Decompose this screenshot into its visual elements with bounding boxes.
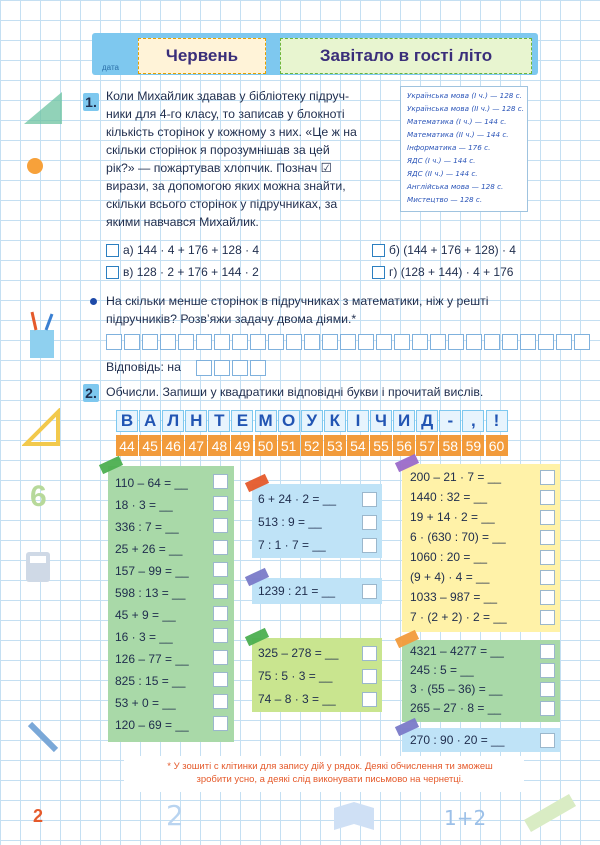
expression: 598 : 13 = __ xyxy=(115,586,186,600)
note-line: Англійська мова — 128 с. xyxy=(407,182,504,191)
letter-cell: К xyxy=(324,410,346,432)
number-doodle-icon xyxy=(160,795,220,835)
number-cell: 60 xyxy=(486,435,508,456)
number-cell: 50 xyxy=(255,435,277,456)
numbers-row xyxy=(116,435,509,456)
note-line: Інформатика — 176 с. xyxy=(407,143,491,152)
svg-text:1+2: 1+2 xyxy=(444,806,487,830)
number-cell: 53 xyxy=(324,435,346,456)
set-square-icon xyxy=(22,88,66,128)
answer-square[interactable] xyxy=(540,701,555,716)
expression: 513 : 9 = __ xyxy=(258,515,322,529)
expression: 825 : 15 = __ xyxy=(115,674,186,688)
footer-note-line: зробити усно, а деякі слід виконувати письмово на чернетці. xyxy=(196,774,464,785)
note-line: Мистецтво — 128 с. xyxy=(407,195,483,204)
letter-cell: Е xyxy=(231,410,253,432)
letter-cell: - xyxy=(439,410,461,432)
formula-doodle-icon xyxy=(440,795,490,835)
expression: 6 + 24 · 2 = __ xyxy=(258,492,337,506)
answer-square[interactable] xyxy=(540,470,555,485)
answer-cells[interactable] xyxy=(196,360,268,376)
answer-square[interactable] xyxy=(540,590,555,605)
tape-decor xyxy=(245,628,269,646)
task-number-1: 1. xyxy=(83,93,99,111)
month-title: Червень xyxy=(138,38,266,74)
expression: 19 + 14 · 2 = __ xyxy=(410,510,495,524)
answer-square[interactable] xyxy=(540,733,555,748)
date-label: дата xyxy=(102,63,119,72)
letter-cell: І xyxy=(347,410,369,432)
number-cell: 46 xyxy=(162,435,184,456)
note-line: ЯДС (І ч.) — 144 с. xyxy=(407,156,476,165)
calculator-icon xyxy=(24,550,54,584)
expression: 325 – 278 = __ xyxy=(258,646,339,660)
note-line: Українська мова (ІІ ч.) — 128 с. xyxy=(407,104,525,113)
task1-line: вирази, за допомогою яких можна знайти, xyxy=(106,179,346,193)
pencil-cup-icon xyxy=(22,310,62,360)
answer-square[interactable] xyxy=(362,692,377,707)
expression: 110 – 64 = __ xyxy=(115,476,188,490)
number-cell: 54 xyxy=(347,435,369,456)
letter-cell: Д xyxy=(416,410,438,432)
answer-squares-green[interactable] xyxy=(210,470,234,740)
topic-title: Завітало в гості літо xyxy=(280,38,532,74)
pen-icon xyxy=(26,720,60,754)
panel-single-mid xyxy=(252,578,382,604)
letter-cell: Н xyxy=(185,410,207,432)
option-v-checkbox[interactable] xyxy=(106,266,119,279)
number-cell: 58 xyxy=(439,435,461,456)
letter-cell: И xyxy=(393,410,415,432)
expression: 157 – 99 = __ xyxy=(115,564,189,578)
answer-square[interactable] xyxy=(540,663,555,678)
letter-cell: , xyxy=(462,410,484,432)
expression: 1239 : 21 = __ xyxy=(258,584,336,598)
letter-cell: У xyxy=(301,410,323,432)
letter-cell: М xyxy=(255,410,277,432)
expression: 53 + 0 = __ xyxy=(115,696,176,710)
answer-square[interactable] xyxy=(540,570,555,585)
number-six-icon: 6 xyxy=(30,480,47,513)
task1-line: рік?» — пожартував хлопчик. Познач ☑ xyxy=(106,161,332,175)
option-g-checkbox[interactable] xyxy=(372,266,385,279)
number-cell: 51 xyxy=(278,435,300,456)
expression: 1060 : 20 = __ xyxy=(410,550,488,564)
expression: 25 + 26 = __ xyxy=(115,542,183,556)
answer-square[interactable] xyxy=(362,646,377,661)
note-line: Математика (ІІ ч.) — 144 с. xyxy=(407,130,509,139)
answer-square[interactable] xyxy=(362,669,377,684)
expression: 6 · (630 : 70) = __ xyxy=(410,530,506,544)
answer-square[interactable] xyxy=(362,492,377,507)
number-cell: 44 xyxy=(116,435,138,456)
number-cell: 48 xyxy=(208,435,230,456)
panel-blue xyxy=(252,484,382,558)
question-line: підручників? Розв’яжи задачу двома діями.* xyxy=(106,312,357,326)
task-number-2: 2. xyxy=(83,384,99,402)
note-line: Українська мова (І ч.) — 128 с. xyxy=(407,91,522,100)
answer-square[interactable] xyxy=(362,584,377,599)
notebook-note xyxy=(400,86,528,212)
task1-line: кількість сторінок у кожному з них. «Це ж на xyxy=(106,125,357,139)
answer-square[interactable] xyxy=(540,510,555,525)
option-b-checkbox[interactable] xyxy=(372,244,385,257)
number-cell: 59 xyxy=(462,435,484,456)
letter-cell: Ч xyxy=(370,410,392,432)
panel-green-2 xyxy=(402,640,560,722)
question-line: На скільки менше сторінок в підручниках з математики, ніж у решті xyxy=(106,294,489,308)
answer-square[interactable] xyxy=(540,550,555,565)
solution-cells-1[interactable] xyxy=(106,334,376,350)
panel-yellow xyxy=(402,464,560,632)
expression: 1440 : 32 = __ xyxy=(410,490,488,504)
answer-square[interactable] xyxy=(540,490,555,505)
number-cell: 49 xyxy=(231,435,253,456)
tape-decor xyxy=(245,474,269,492)
option-g-label: г) (128 + 144) · 4 + 176 xyxy=(389,265,514,279)
letter-cell: А xyxy=(139,410,161,432)
answer-label: Відповідь: на xyxy=(106,360,181,374)
expression: 270 : 90 · 20 = __ xyxy=(410,733,505,747)
panel-lime xyxy=(252,638,382,712)
svg-text:2: 2 xyxy=(166,799,184,832)
option-b[interactable] xyxy=(372,243,516,257)
footer-note-line: * У зошиті с клітинки для запису дій у рядок. Деякі обчислення ти зможеш xyxy=(167,761,493,772)
expression: 7 · (2 + 2) · 2 = __ xyxy=(410,610,507,624)
expression: 74 – 8 · 3 = __ xyxy=(258,692,336,706)
number-cell: 52 xyxy=(301,435,323,456)
number-cell: 56 xyxy=(393,435,415,456)
letter-cell: В xyxy=(116,410,138,432)
note-line: Математика (І ч.) — 144 с. xyxy=(407,117,507,126)
answer-square[interactable] xyxy=(540,682,555,697)
expression: 16 · 3 = __ xyxy=(115,630,173,644)
expression: 1033 – 987 = __ xyxy=(410,590,498,604)
option-a-checkbox[interactable] xyxy=(106,244,119,257)
expression: 4321 – 4277 = __ xyxy=(410,644,504,658)
panel-single-bottom xyxy=(402,728,560,752)
number-cell: 57 xyxy=(416,435,438,456)
expression: 3 · (55 – 36) = __ xyxy=(410,682,503,696)
question-bullet xyxy=(90,298,97,305)
expression: 7 : 1 · 7 = __ xyxy=(258,538,326,552)
task1-line: якими навчався Михайлик. xyxy=(106,215,259,229)
expression: 75 : 5 · 3 = __ xyxy=(258,669,333,683)
answer-square[interactable] xyxy=(540,530,555,545)
note-line: ЯДС (ІІ ч.) — 144 с. xyxy=(407,169,478,178)
expression: 265 – 27 · 8 = __ xyxy=(410,701,502,715)
question-text xyxy=(106,292,566,328)
task1-line: скільки сторінок я порозумнішав за цей xyxy=(106,143,330,157)
answer-square[interactable] xyxy=(540,644,555,659)
expression: 18 · 3 = __ xyxy=(115,498,173,512)
option-b-label: б) (144 + 176 + 128) · 4 xyxy=(389,243,516,257)
option-v-label: в) 128 · 2 + 176 + 144 · 2 xyxy=(123,265,259,279)
page-number: 2 xyxy=(33,806,44,826)
task1-line: скільки всього сторінок у підручниках, за xyxy=(106,197,338,211)
expression: 120 – 69 = __ xyxy=(115,718,189,732)
expression: 245 : 5 = __ xyxy=(410,663,474,677)
footer-note xyxy=(140,760,520,786)
option-g[interactable] xyxy=(372,265,513,279)
number-cell: 45 xyxy=(139,435,161,456)
option-v[interactable] xyxy=(106,265,259,279)
answer-square[interactable] xyxy=(362,538,377,553)
solution-cells-2[interactable] xyxy=(358,334,592,350)
answer-square[interactable] xyxy=(362,515,377,530)
tape-decor xyxy=(99,456,123,474)
orange-icon xyxy=(24,154,46,176)
expression: 126 – 77 = __ xyxy=(115,652,189,666)
triangle-ruler-icon xyxy=(22,408,62,448)
letters-row xyxy=(116,410,509,432)
expression: (9 + 4) · 4 = __ xyxy=(410,570,490,584)
expression: 336 : 7 = __ xyxy=(115,520,179,534)
letter-cell: ! xyxy=(486,410,508,432)
option-a[interactable] xyxy=(106,243,259,257)
task1-line: ники для 4-го класу, то записав у блокноті xyxy=(106,107,345,121)
book-icon xyxy=(330,800,380,840)
option-a-label: а) 144 · 4 + 176 + 128 · 4 xyxy=(123,243,260,257)
letter-cell: Т xyxy=(208,410,230,432)
expression: 200 – 21 · 7 = __ xyxy=(410,470,502,484)
task1-text xyxy=(106,87,396,231)
letter-cell: Л xyxy=(162,410,184,432)
ruler-icon xyxy=(520,790,580,840)
letter-cell: О xyxy=(278,410,300,432)
task2-text: Обчисли. Запиши у квадратики відповідні букви і прочитай вислів. xyxy=(106,385,484,399)
number-cell: 47 xyxy=(185,435,207,456)
expression: 45 + 9 = __ xyxy=(115,608,176,622)
number-cell: 55 xyxy=(370,435,392,456)
answer-square[interactable] xyxy=(540,610,555,625)
task1-line: Коли Михайлик здавав у бібліотеку підруч- xyxy=(106,89,350,103)
